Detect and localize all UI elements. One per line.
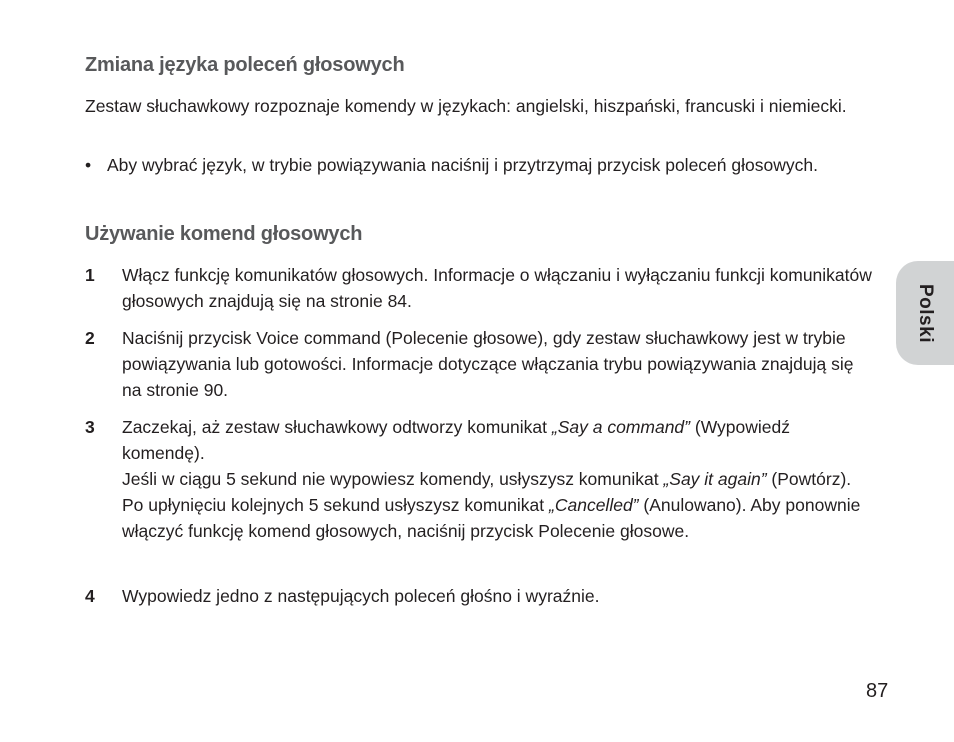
quoted-prompt-cancelled: „Cancelled” <box>549 495 639 515</box>
step-text: Włącz funkcję komunikatów głosowych. Informacje o włączaniu i wyłączaniu funkcji komunikatów głosowych znajdują się na stronie 84. <box>122 265 872 311</box>
step-text: Wypowiedz jedno z następujących poleceń głośno i wyraźnie. <box>122 586 600 606</box>
language-side-tab <box>896 261 954 365</box>
page-number: 87 <box>866 680 889 702</box>
step-number: 4 <box>85 586 95 606</box>
step-text-part: (Wypowiedź komendę). <box>122 417 791 463</box>
step-item <box>85 414 875 544</box>
section-heading-language: Zmiana języka poleceń głosowych <box>85 54 405 76</box>
language-tab-label: Polski <box>915 283 936 343</box>
quoted-prompt-say-it-again: „Say it again” <box>663 469 767 489</box>
bullet-marker: • <box>85 155 92 175</box>
step-text-part: (Powtórz). Po upłynięciu kolejnych 5 sekund usłyszysz komunikat <box>122 469 852 515</box>
step-text: Naciśnij przycisk Voice command (Polecenie głosowe), gdy zestaw słuchawkowy jest w trybie powiązywania lub gotowości. Informacje dotyczące włączania trybu powiązywania znajdują się na stronie 90. <box>122 328 854 400</box>
step-number: 1 <box>85 265 95 285</box>
step-number: 3 <box>85 417 95 437</box>
step-item <box>85 262 875 314</box>
section-heading-voice-commands: Używanie komend głosowych <box>85 223 363 245</box>
step-number: 2 <box>85 328 95 348</box>
bullet-text: Aby wybrać język, w trybie powiązywania naciśnij i przytrzymaj przycisk poleceń głosowych. <box>107 155 818 175</box>
step-text-part: (Anulowano). Aby ponownie włączyć funkcję komend głosowych, naciśnij przycisk Polecenie głosowe. <box>122 495 861 541</box>
step-item <box>85 325 875 403</box>
step-text-part: Zaczekaj, aż zestaw słuchawkowy odtworzy komunikat <box>122 417 552 437</box>
step-text <box>122 414 875 544</box>
step-item <box>85 583 875 609</box>
step-text-part: Jeśli w ciągu 5 sekund nie wypowiesz komendy, usłyszysz komunikat <box>122 469 664 489</box>
bullet-item <box>85 153 875 178</box>
intro-paragraph: Zestaw słuchawkowy rozpoznaje komendy w językach: angielski, hiszpański, francuski i niemiecki. <box>85 96 847 116</box>
quoted-prompt-say-a-command: „Say a command” <box>551 417 690 437</box>
